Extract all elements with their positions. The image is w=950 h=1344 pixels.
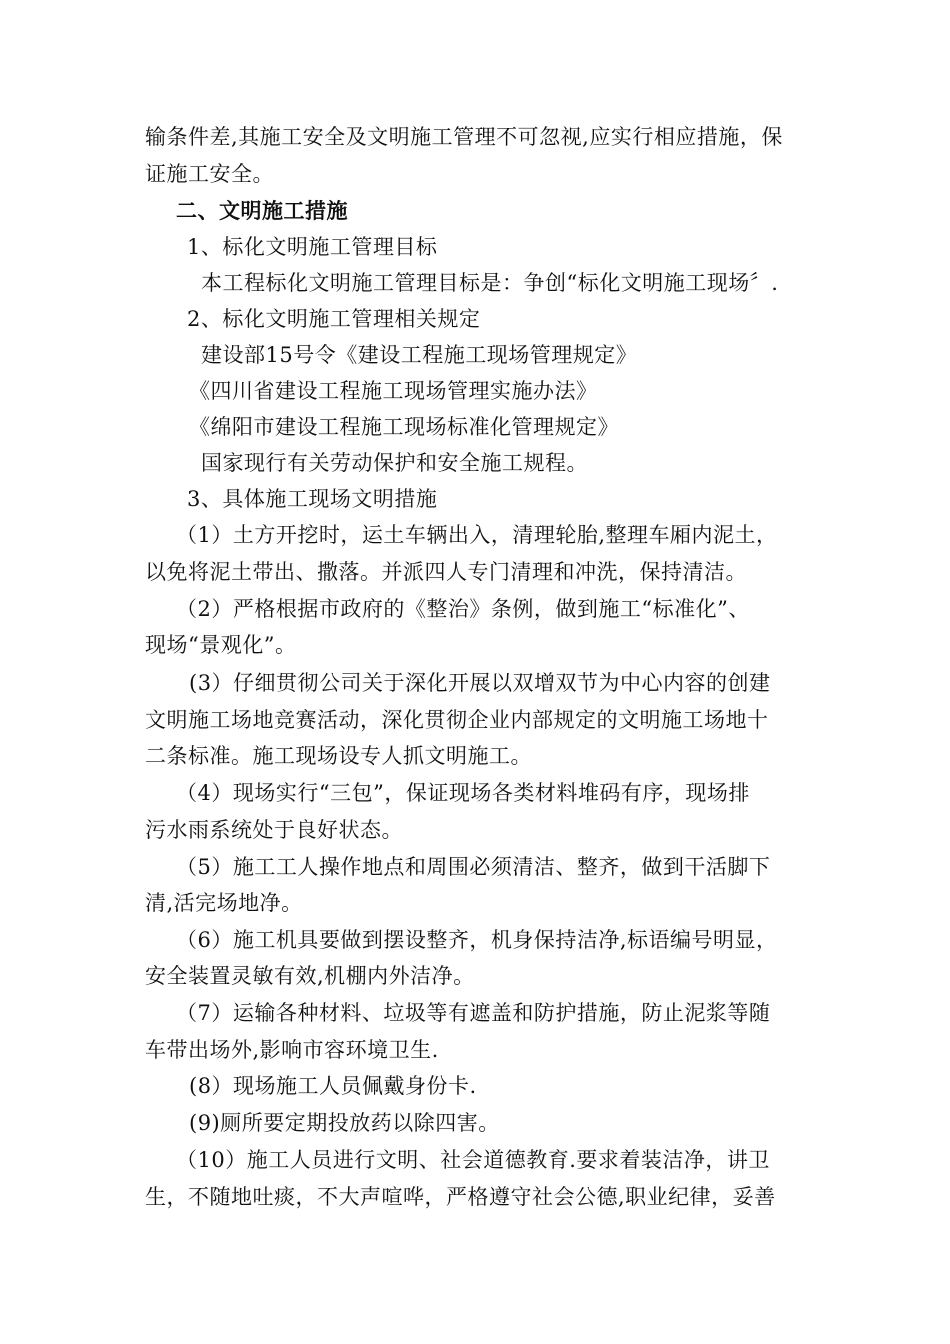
body-text-line: 清,活完场地净。 bbox=[145, 891, 303, 915]
measure-item-line: （10）施工人员进行文明、社会道德教育.要求着装洁净，讲卫 bbox=[176, 1148, 770, 1172]
measure-item-line: （6）施工机具要做到摆设整齐，机身保持洁净,标语编号明显， bbox=[176, 928, 778, 952]
body-text-line: 车带出场外,影响市容环境卫生. bbox=[145, 1038, 439, 1062]
measure-item-line: （5）施工工人操作地点和周围必须清洁、整齐，做到干活脚下 bbox=[176, 855, 771, 879]
body-text-line: 以免将泥土带出、撒落。并派四人专门清理和冲洗，保持清洁。 bbox=[145, 560, 747, 584]
subsection-heading: 2、标化文明施工管理相关规定 bbox=[187, 307, 481, 331]
subsection-heading: 3、具体施工现场文明措施 bbox=[187, 487, 438, 511]
body-text-line: 污水雨系统处于良好状态。 bbox=[145, 818, 403, 842]
measure-item-line: （2）严格根据市政府的《整治》条例，做到施工“标准化”、 bbox=[176, 597, 750, 621]
body-text-line: 本工程标化文明施工管理目标是：争创“标化文明施工现场〞. bbox=[201, 271, 779, 295]
measure-item-line: （7）运输各种材料、垃圾等有遮盖和防护措施，防止泥浆等随 bbox=[176, 1001, 771, 1025]
regulation-item: 国家现行有关劳动保护和安全施工规程。 bbox=[201, 451, 588, 475]
body-text-line: 现场“景观化”。 bbox=[145, 633, 297, 657]
body-text-line: 证施工安全。 bbox=[145, 162, 274, 186]
measure-item-line: (8）现场施工人员佩戴身份卡. bbox=[189, 1074, 477, 1098]
measure-item-line: (3）仔细贯彻公司关于深化开展以双增双节为中心内容的创建 bbox=[189, 671, 771, 695]
measure-item-line: （1）土方开挖时，运土车辆出入，清理轮胎,整理车厢内泥土， bbox=[176, 523, 778, 547]
section-heading: 二、文明施工措施 bbox=[176, 198, 348, 223]
measure-item-line: (9)厕所要定期投放药以除四害。 bbox=[189, 1111, 500, 1135]
measure-item-line: （4）现场实行“三包”，保证现场各类材料堆码有序，现场排 bbox=[176, 781, 750, 805]
body-text-line: 输条件差,其施工安全及文明施工管理不可忽视,应实行相应措施，保 bbox=[145, 125, 783, 149]
body-text-line: 生，不随地吐痰，不大声喧哗，严格遵守社会公德,职业纪律，妥善 bbox=[145, 1185, 776, 1209]
body-text-line: 文明施工场地竞赛活动，深化贯彻企业内部规定的文明施工场地十 bbox=[145, 708, 769, 732]
regulation-item: 《绵阳市建设工程施工现场标准化管理规定》 bbox=[189, 415, 619, 439]
subsection-heading: 1、标化文明施工管理目标 bbox=[187, 235, 438, 259]
body-text-line: 二条标准。施工现场设专人抓文明施工。 bbox=[145, 744, 532, 768]
body-text-line: 安全装置灵敏有效,机棚内外洁净。 bbox=[145, 964, 475, 988]
regulation-item: 建设部15号令《建设工程施工现场管理规定》 bbox=[201, 343, 638, 367]
regulation-item: 《四川省建设工程施工现场管理实施办法》 bbox=[189, 379, 598, 403]
